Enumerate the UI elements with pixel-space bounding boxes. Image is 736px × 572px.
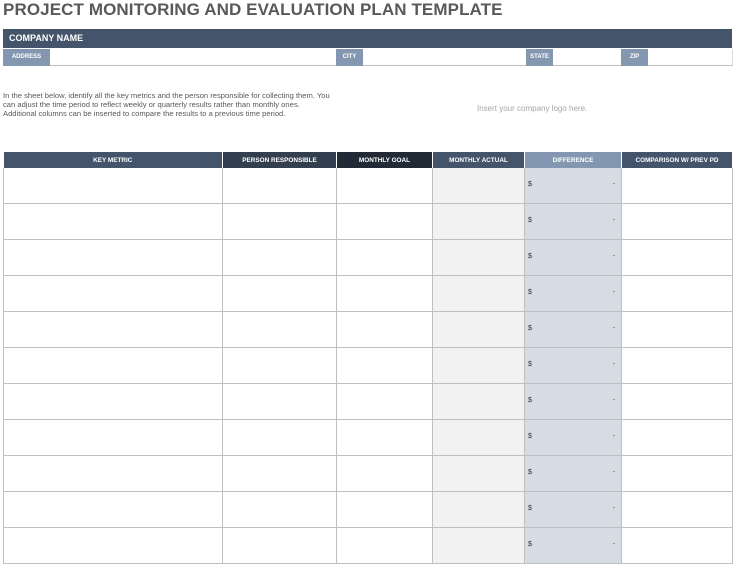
- table-header-row: [4, 152, 733, 168]
- key-metric-cell[interactable]: [4, 204, 223, 240]
- monthly-actual-cell[interactable]: [433, 204, 525, 240]
- person-responsible-cell[interactable]: [223, 420, 337, 456]
- difference-value: -: [612, 397, 615, 404]
- person-responsible-cell[interactable]: [223, 348, 337, 384]
- difference-cell: [525, 348, 622, 384]
- monthly-goal-cell[interactable]: [337, 204, 433, 240]
- key-metric-cell[interactable]: [4, 384, 223, 420]
- currency-symbol: $: [528, 361, 532, 368]
- monthly-actual-cell[interactable]: [433, 168, 525, 204]
- header-difference: DIFFERENCE: [525, 152, 622, 168]
- difference-value: -: [612, 433, 615, 440]
- key-metric-cell[interactable]: [4, 276, 223, 312]
- currency-symbol: $: [528, 433, 532, 440]
- table-row: [4, 276, 733, 312]
- monthly-actual-cell[interactable]: [433, 276, 525, 312]
- key-metric-cell[interactable]: [4, 528, 223, 564]
- zip-field[interactable]: [648, 49, 733, 66]
- state-label: STATE: [526, 49, 553, 66]
- difference-cell: [525, 492, 622, 528]
- monthly-actual-cell[interactable]: [433, 312, 525, 348]
- difference-value: -: [612, 541, 615, 548]
- comparison-cell[interactable]: [622, 456, 733, 492]
- difference-value: -: [612, 181, 615, 188]
- currency-symbol: $: [528, 181, 532, 188]
- table-row: [4, 168, 733, 204]
- monthly-actual-cell[interactable]: [433, 420, 525, 456]
- difference-value: -: [612, 217, 615, 224]
- key-metric-cell[interactable]: [4, 348, 223, 384]
- table-row: [4, 240, 733, 276]
- person-responsible-cell[interactable]: [223, 456, 337, 492]
- comparison-cell[interactable]: [622, 384, 733, 420]
- difference-cell: [525, 204, 622, 240]
- difference-cell: [525, 240, 622, 276]
- currency-symbol: $: [528, 325, 532, 332]
- difference-value: -: [612, 469, 615, 476]
- comparison-cell[interactable]: [622, 348, 733, 384]
- table-row: [4, 384, 733, 420]
- person-responsible-cell[interactable]: [223, 204, 337, 240]
- header-monthly-goal: MONTHLY GOAL: [337, 152, 433, 168]
- person-responsible-cell[interactable]: [223, 312, 337, 348]
- monthly-goal-cell[interactable]: [337, 456, 433, 492]
- difference-cell: [525, 276, 622, 312]
- monthly-goal-cell[interactable]: [337, 492, 433, 528]
- header-key-metric: KEY METRIC: [4, 152, 223, 168]
- instructions-text: In the sheet below, identify all the key metrics and the person responsible for collecting them. You can adjust the time period to reflect weekly or quarterly results rather than monthly ones. Additional columns can be inserted to compare the results to a previous time period.: [3, 91, 330, 119]
- monthly-goal-cell[interactable]: [337, 420, 433, 456]
- header-monthly-actual: MONTHLY ACTUAL: [433, 152, 525, 168]
- difference-cell: [525, 312, 622, 348]
- key-metric-cell[interactable]: [4, 312, 223, 348]
- table-row: [4, 456, 733, 492]
- address-field[interactable]: [50, 49, 337, 66]
- table-row: [4, 312, 733, 348]
- metrics-table: [3, 152, 733, 564]
- difference-cell: [525, 456, 622, 492]
- header-comparison: COMPARISON W/ PREV PD: [622, 152, 733, 168]
- comparison-cell[interactable]: [622, 528, 733, 564]
- header-person-responsible: PERSON RESPONSIBLE: [223, 152, 337, 168]
- currency-symbol: $: [528, 397, 532, 404]
- city-label: CITY: [336, 49, 363, 66]
- comparison-cell[interactable]: [622, 240, 733, 276]
- table-row: [4, 492, 733, 528]
- currency-symbol: $: [528, 289, 532, 296]
- monthly-goal-cell[interactable]: [337, 240, 433, 276]
- page-title: PROJECT MONITORING AND EVALUATION PLAN TEMPLATE: [3, 0, 503, 19]
- monthly-actual-cell[interactable]: [433, 240, 525, 276]
- currency-symbol: $: [528, 541, 532, 548]
- monthly-goal-cell[interactable]: [337, 168, 433, 204]
- comparison-cell[interactable]: [622, 420, 733, 456]
- key-metric-cell[interactable]: [4, 240, 223, 276]
- monthly-goal-cell[interactable]: [337, 312, 433, 348]
- comparison-cell[interactable]: [622, 312, 733, 348]
- comparison-cell[interactable]: [622, 204, 733, 240]
- difference-value: -: [612, 361, 615, 368]
- table-row: [4, 528, 733, 564]
- table-row: [4, 204, 733, 240]
- difference-value: -: [612, 289, 615, 296]
- monthly-actual-cell[interactable]: [433, 384, 525, 420]
- key-metric-cell[interactable]: [4, 456, 223, 492]
- city-field[interactable]: [363, 49, 527, 66]
- zip-label: ZIP: [621, 49, 648, 66]
- currency-symbol: $: [528, 469, 532, 476]
- difference-value: -: [612, 253, 615, 260]
- monthly-actual-cell[interactable]: [433, 528, 525, 564]
- address-label: ADDRESS: [3, 49, 50, 66]
- person-responsible-cell[interactable]: [223, 528, 337, 564]
- table-row: [4, 348, 733, 384]
- monthly-goal-cell[interactable]: [337, 276, 433, 312]
- comparison-cell[interactable]: [622, 492, 733, 528]
- monthly-goal-cell[interactable]: [337, 348, 433, 384]
- difference-value: -: [612, 505, 615, 512]
- monthly-goal-cell[interactable]: [337, 384, 433, 420]
- difference-value: -: [612, 325, 615, 332]
- state-field[interactable]: [553, 49, 622, 66]
- key-metric-cell[interactable]: [4, 420, 223, 456]
- company-name-field[interactable]: COMPANY NAME: [3, 29, 732, 48]
- person-responsible-cell[interactable]: [223, 168, 337, 204]
- difference-cell: [525, 168, 622, 204]
- monthly-goal-cell[interactable]: [337, 528, 433, 564]
- currency-symbol: $: [528, 505, 532, 512]
- person-responsible-cell[interactable]: [223, 492, 337, 528]
- difference-cell: [525, 420, 622, 456]
- key-metric-cell[interactable]: [4, 168, 223, 204]
- address-row: [3, 49, 732, 66]
- currency-symbol: $: [528, 217, 532, 224]
- comparison-cell[interactable]: [622, 276, 733, 312]
- person-responsible-cell[interactable]: [223, 240, 337, 276]
- person-responsible-cell[interactable]: [223, 276, 337, 312]
- logo-placeholder[interactable]: Insert your company logo here.: [477, 104, 588, 113]
- key-metric-cell[interactable]: [4, 492, 223, 528]
- table-row: [4, 420, 733, 456]
- currency-symbol: $: [528, 253, 532, 260]
- monthly-actual-cell[interactable]: [433, 492, 525, 528]
- comparison-cell[interactable]: [622, 168, 733, 204]
- difference-cell: [525, 384, 622, 420]
- person-responsible-cell[interactable]: [223, 384, 337, 420]
- difference-cell: [525, 528, 622, 564]
- monthly-actual-cell[interactable]: [433, 456, 525, 492]
- monthly-actual-cell[interactable]: [433, 348, 525, 384]
